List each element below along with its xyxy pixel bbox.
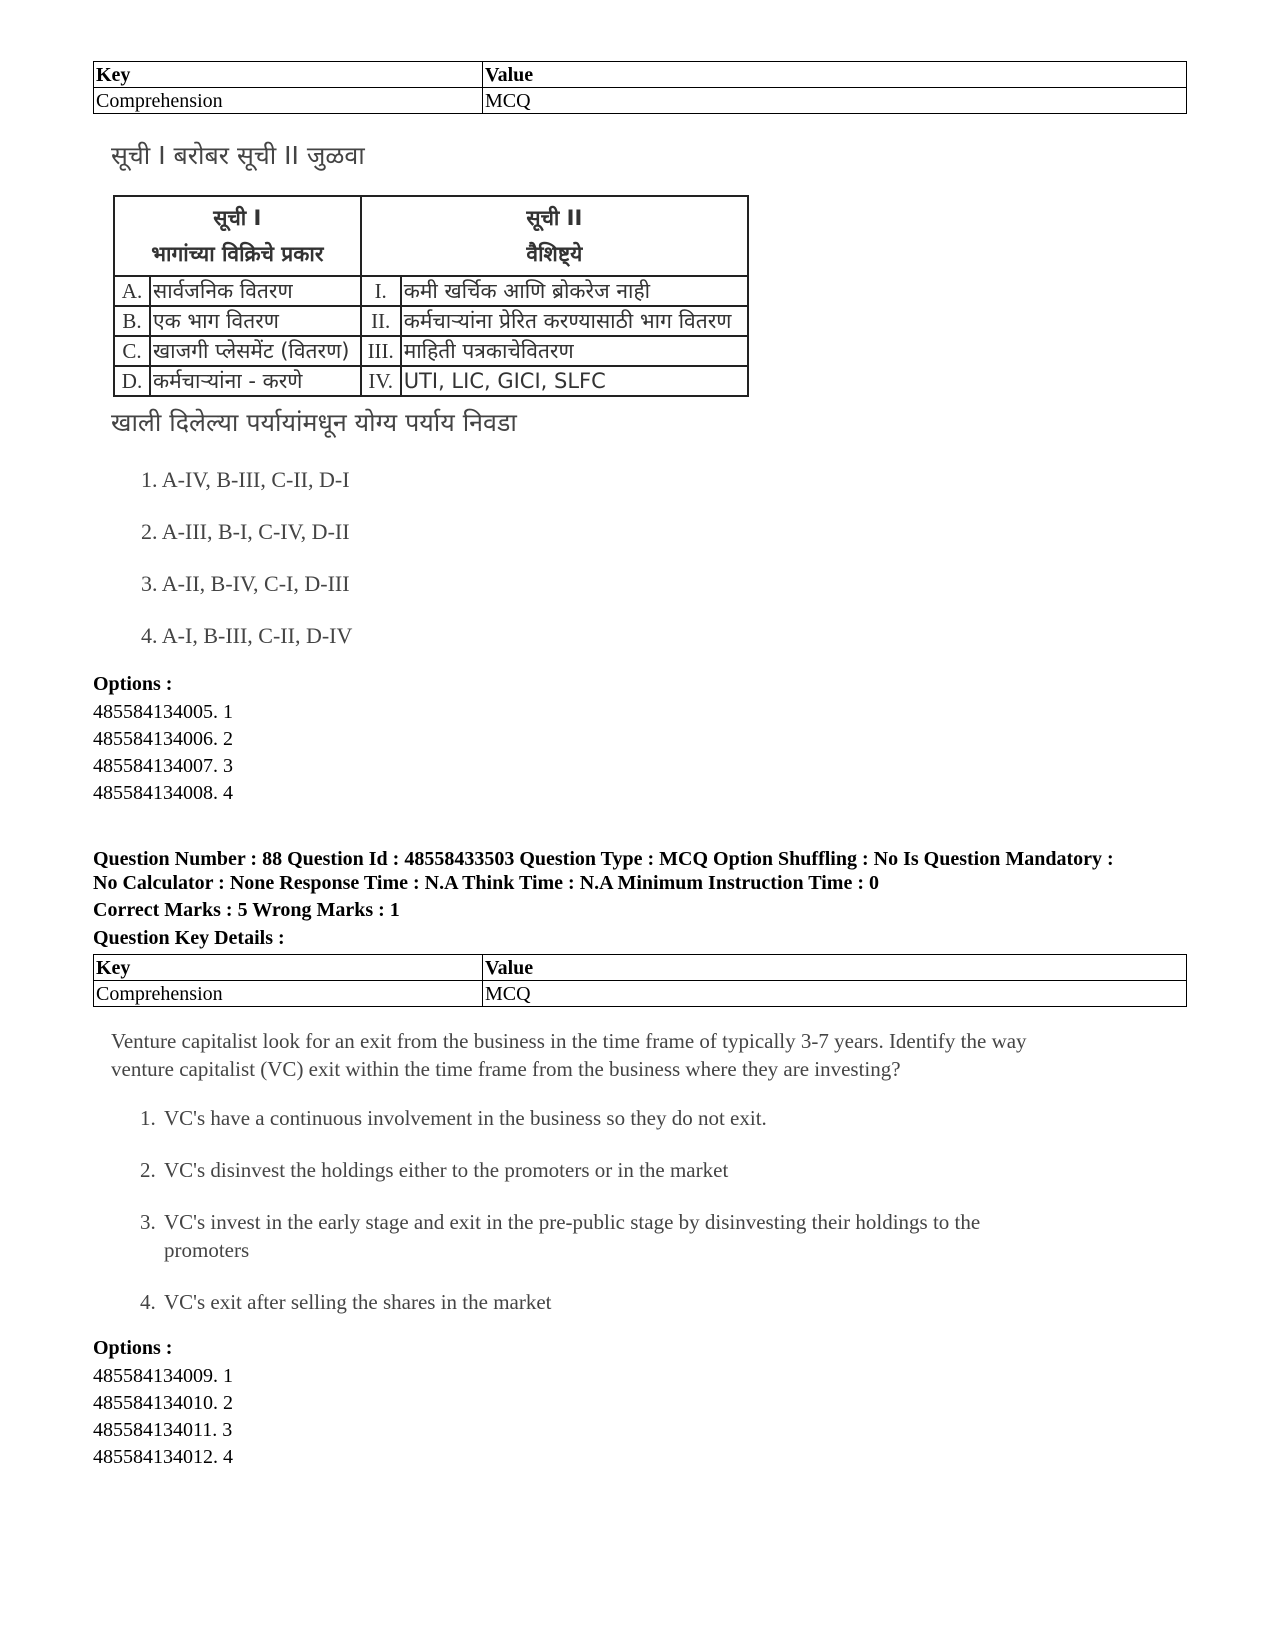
list2-header-title: सूची II [526,206,583,230]
list1-text: एक भाग वितरण [150,306,361,336]
table-row [114,276,748,306]
option-id-3: 485584134007. 3 [93,755,233,777]
list1-text: खाजगी प्लेसमेंट (वितरण) [150,336,361,366]
key-cell: Comprehension [94,981,483,1007]
key-cell: Comprehension [94,88,483,114]
option-id-1: 485584134009. 1 [93,1365,233,1387]
table-row [94,981,1187,1007]
choice-number: 2. [140,1158,156,1182]
question-marks: Correct Marks : 5 Wrong Marks : 1 [93,899,400,921]
list1-text: कर्मचाऱ्यांना - करणे [150,366,361,396]
header-key-cell: Key [94,62,483,88]
question-instruction: खाली दिलेल्या पर्यायांमधून योग्य पर्याय निवडा [111,408,517,437]
value-cell: MCQ [483,88,1187,114]
option-id-1: 485584134005. 1 [93,701,233,723]
choice-number: 3. [140,1210,156,1234]
choice-text: VC's exit after selling the shares in the market [164,1290,552,1314]
header-value-cell: Value [483,955,1187,981]
answer-choice-4 [140,1288,1100,1316]
list2-text: UTI, LIC, GICI, SLFC [401,366,748,396]
question-meta-line1: Question Number : 88 Question Id : 48558433503 Question Type : MCQ Option Shuffling : No Is Question Mandatory : [93,848,1114,870]
list1-text: सार्वजनिक वितरण [150,276,361,306]
question-text [111,1027,1151,1083]
list2-label: II. [361,306,401,336]
value-cell: MCQ [483,981,1187,1007]
list1-label: C. [114,336,150,366]
question-text-line1: Venture capitalist look for an exit from the business in the time frame of typically 3-7 years. Identify the way [111,1029,1027,1053]
question-meta-line2: No Calculator : None Response Time : N.A Think Time : N.A Minimum Instruction Time : 0 [93,872,879,894]
list2-text: कमी खर्चिक आणि ब्रोकरेज नाही [401,276,748,306]
list2-label: IV. [361,366,401,396]
option-id-3: 485584134011. 3 [93,1419,233,1441]
answer-choice-2: 2. A-III, B-I, C-IV, D-II [141,519,350,544]
option-id-2: 485584134006. 2 [93,728,233,750]
table-row [114,306,748,336]
header-value-cell: Value [483,62,1187,88]
list1-label: D. [114,366,150,396]
choice-number: 4. [140,1290,156,1314]
choice-number: 1. [140,1106,156,1130]
option-id-4: 485584134012. 4 [93,1446,233,1468]
options-label: Options : [93,673,173,695]
answer-choice-3 [140,1208,1100,1264]
list2-text: कर्मचाऱ्यांना प्रेरित करण्यासाठी भाग वितरण [401,306,748,336]
list1-header-title: सूची I [213,206,262,230]
table-row [94,88,1187,114]
question-text-line2: venture capitalist (VC) exit within the time frame from the business where they are investing? [111,1057,901,1081]
answer-choice-3: 3. A-II, B-IV, C-I, D-III [141,571,350,596]
match-table [113,195,749,397]
option-id-4: 485584134008. 4 [93,782,233,804]
choice-text: VC's have a continuous involvement in the business so they do not exit. [164,1106,767,1130]
list2-header-subtitle: वैशिष्ट्ये [526,242,583,266]
table-header-row [94,62,1187,88]
header-key-cell: Key [94,955,483,981]
options-label: Options : [93,1337,173,1359]
question-key-details-label: Question Key Details : [93,927,285,949]
question-title: सूची I बरोबर सूची II जुळवा [111,141,365,170]
answer-choice-2 [140,1156,1100,1184]
choice-text-continued: promoters [164,1238,250,1262]
answer-choice-1: 1. A-IV, B-III, C-II, D-I [141,467,350,492]
key-value-table-top [93,61,1187,114]
table-row [114,336,748,366]
table-row [114,366,748,396]
match-table-header [114,196,748,276]
answer-choice-4: 4. A-I, B-III, C-II, D-IV [141,623,353,648]
list2-text: माहिती पत्रकाचेवितरण [401,336,748,366]
option-id-2: 485584134010. 2 [93,1392,233,1414]
list2-header [361,196,748,276]
list1-header-subtitle: भागांच्या विक्रिचे प्रकार [151,242,324,266]
table-header-row [94,955,1187,981]
choice-text: VC's disinvest the holdings either to the promoters or in the market [164,1158,729,1182]
list1-label: B. [114,306,150,336]
key-value-table-q88 [93,954,1187,1007]
list1-header [114,196,361,276]
choice-text: VC's invest in the early stage and exit in the pre-public stage by disinvesting their holdings to the [164,1210,981,1234]
answer-choice-1 [140,1104,1100,1132]
list2-label: I. [361,276,401,306]
list2-label: III. [361,336,401,366]
list1-label: A. [114,276,150,306]
